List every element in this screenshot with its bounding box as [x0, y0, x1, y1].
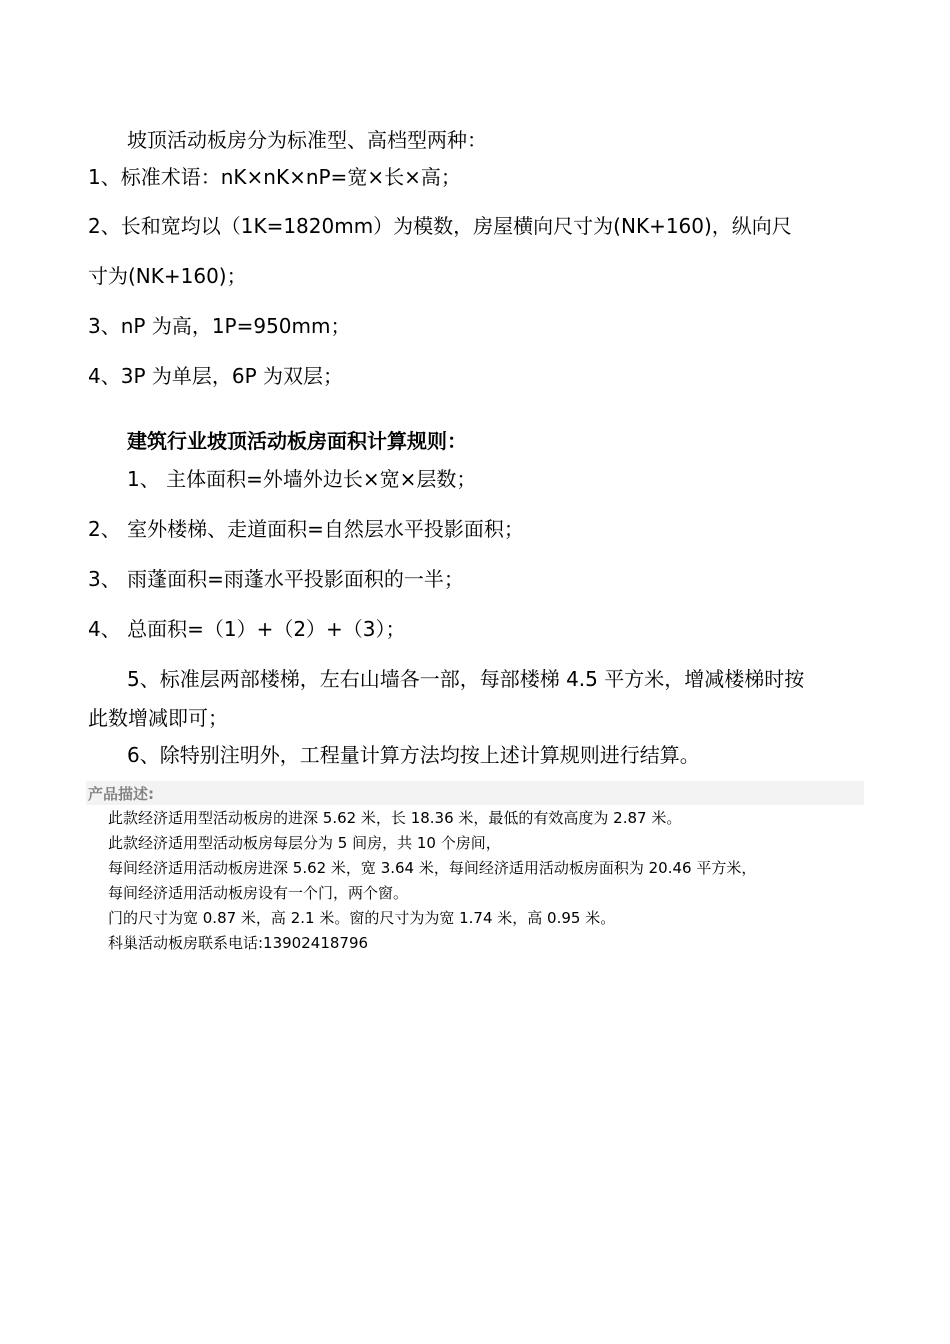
- rule-item: 5、标准层两部楼梯，左右山墙各一部，每部楼梯 4.5 平方米，增减楼梯时按: [127, 667, 805, 691]
- product-line: 每间经济适用活动板房进深 5.62 米，宽 3.64 米，每间经济适用活动板房面积为 20.46 平方米，: [108, 859, 757, 877]
- contact-phone: 科巢活动板房联系电话:13902418796: [108, 934, 369, 952]
- rule-item: 4、 总面积=（1）+（2）+（3）；: [88, 617, 406, 641]
- intro-line: 4、3P 为单层，6P 为双层；: [88, 364, 344, 388]
- intro-line: 坡顶活动板房分为标准型、高档型两种：: [127, 128, 487, 152]
- rules-heading: 建筑行业坡顶活动板房面积计算规则：: [127, 429, 467, 453]
- intro-line: 1、标准术语：nK×nK×nP=宽×长×高；: [88, 165, 461, 189]
- product-line: 此款经济适用型活动板房每层分为 5 间房，共 10 个房间，: [108, 834, 501, 852]
- product-line: 此款经济适用型活动板房的进深 5.62 米，长 18.36 米，最低的有效高度为 2.87 米。: [108, 809, 682, 827]
- rule-item: 此数增减即可；: [88, 706, 228, 730]
- product-line: 门的尺寸为宽 0.87 米，高 2.1 米。窗的尺寸为为宽 1.74 米，高 0.95 米。: [108, 909, 616, 927]
- rule-item: 6、除特别注明外，工程量计算方法均按上述计算规则进行结算。: [127, 743, 700, 767]
- product-title: 产品描述:: [88, 785, 154, 803]
- intro-line: 2、长和宽均以（1K=1820mm）为模数，房屋横向尺寸为(NK+160)，纵向尺: [88, 214, 792, 238]
- rule-item: 1、 主体面积=外墙外边长×宽×层数；: [127, 467, 477, 491]
- intro-line: 3、nP 为高，1P=950mm；: [88, 314, 351, 338]
- rule-item: 3、 雨蓬面积=雨蓬水平投影面积的一半；: [88, 567, 464, 591]
- rule-item: 2、 室外楼梯、走道面积=自然层水平投影面积；: [88, 517, 524, 541]
- product-title-bar: [86, 781, 864, 805]
- product-line: 每间经济适用活动板房设有一个门，两个窗。: [108, 884, 409, 902]
- intro-line: 寸为(NK+160)；: [88, 264, 247, 288]
